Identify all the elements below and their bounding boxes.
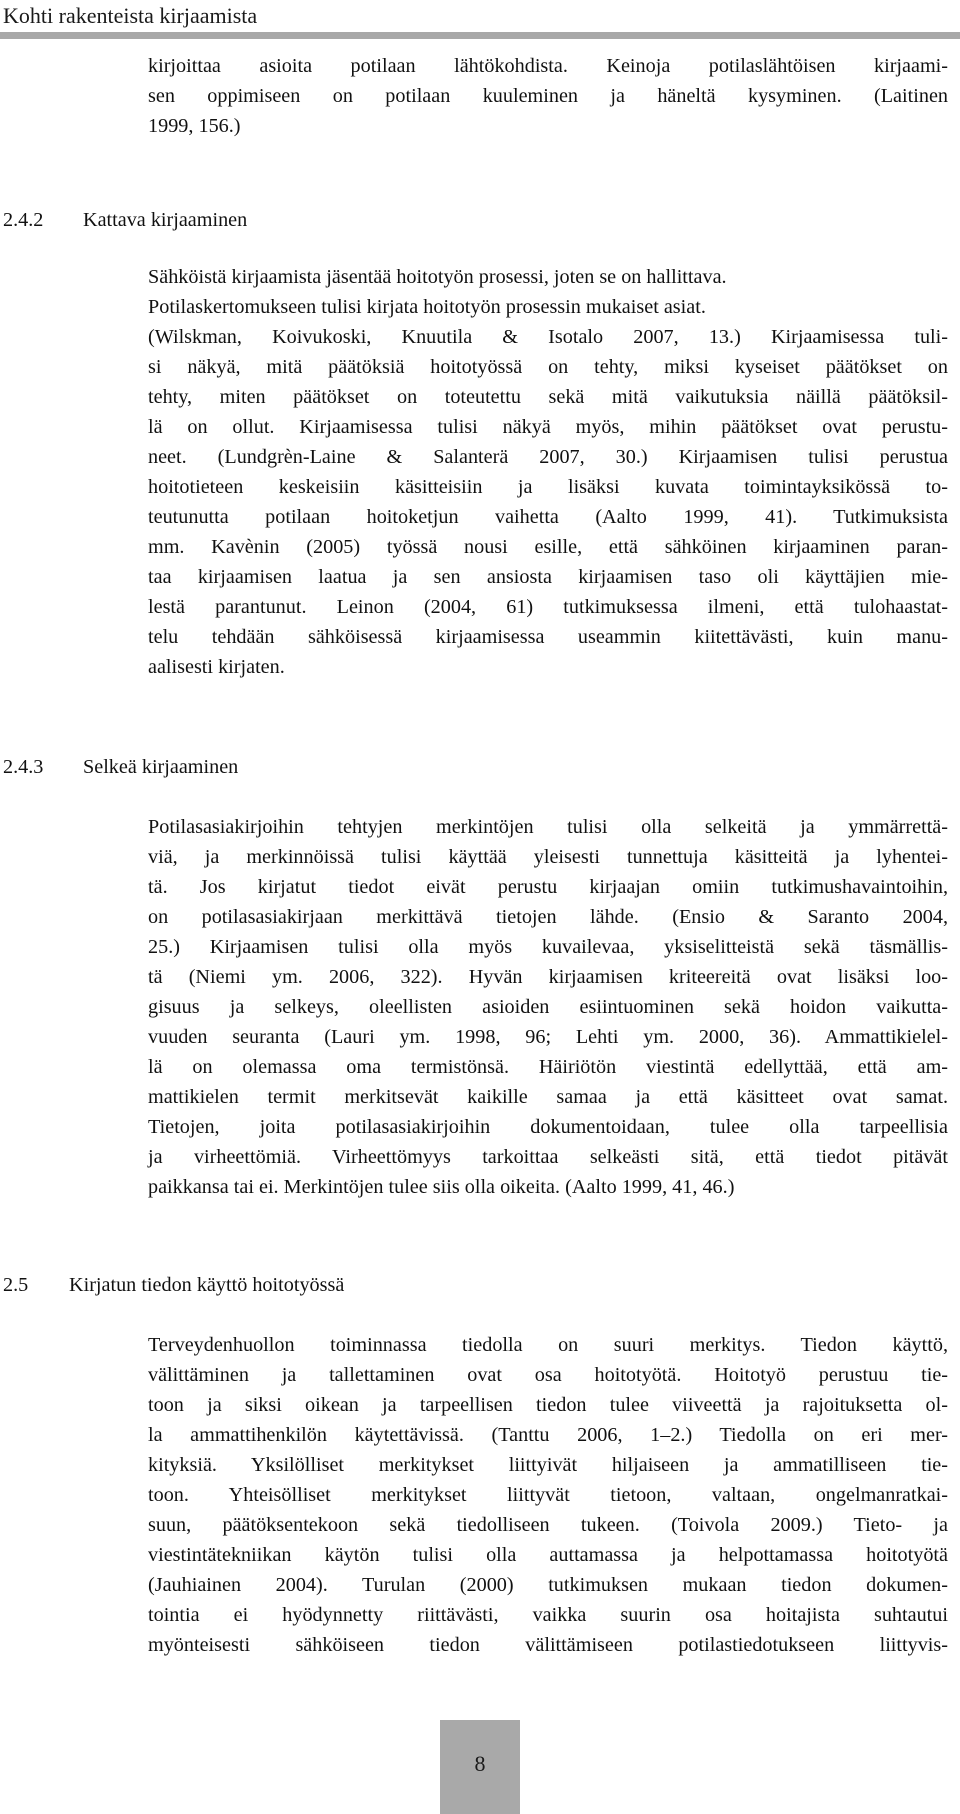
text-line: mattikielen termit merkitsevät kaikille samaa ja että käsitteet ovat samat. bbox=[148, 1086, 948, 1108]
text-line: on potilasasiakirjaan merkittävä tietojen lähde. (Ensio & Saranto 2004, bbox=[148, 906, 948, 928]
paragraph-kattava bbox=[148, 262, 948, 682]
paragraph-kirjatun-tiedon-kaytto bbox=[148, 1330, 948, 1660]
text-line: Potilasasiakirjoihin tehtyjen merkintöjen tulisi olla selkeitä ja ymmärrettä- bbox=[148, 816, 948, 838]
text-line: kirjoittaa asioita potilaan lähtökohdista. Keinoja potilaslähtöisen kirjaami- bbox=[148, 55, 948, 77]
text-line: paikkansa tai ei. Merkintöjen tulee siis olla oikeita. (Aalto 1999, 41, 46.) bbox=[148, 1176, 735, 1198]
text-line: teutunutta potilaan hoitoketjun vaihetta (Aalto 1999, 41). Tutkimuksista bbox=[148, 506, 948, 528]
text-line: Tietojen, joita potilasasiakirjoihin dokumentoidaan, tulee olla tarpeellisia bbox=[148, 1116, 948, 1138]
text-line: myönteisesti sähköiseen tiedon välittämiseen potilastiedotukseen liittyvis- bbox=[148, 1634, 948, 1656]
section-title: Kirjatun tiedon käyttö hoitotyössä bbox=[69, 1274, 345, 1296]
text-line: Potilaskertomukseen tulisi kirjata hoitotyön prosessin mukaiset asiat. bbox=[148, 296, 706, 318]
page-number: 8 bbox=[474, 1751, 486, 1776]
text-line: la ammattihenkilön käytettävissä. (Tanttu 2006, 1–2.) Tiedolla on eri mer- bbox=[148, 1424, 948, 1446]
text-line: telu tehdään sähköisessä kirjaamisessa useammin kiitettävästi, kuin manu- bbox=[148, 626, 948, 648]
text-line: 1999, 156.) bbox=[148, 115, 241, 137]
text-line: ja virheettömiä. Virheettömyys tarkoittaa selkeästi sitä, että tiedot pitävät bbox=[148, 1146, 948, 1168]
text-line: tä. Jos kirjatut tiedot eivät perustu kirjaajan omiin tutkimushavaintoihin, bbox=[148, 876, 948, 898]
text-line: si näkyä, mitä päätöksiä hoitotyössä on tehty, miksi kyseiset päätökset on bbox=[148, 356, 948, 378]
text-line: tehty, miten päätökset on toteutettu sekä mitä vaikutuksia näillä päätöksil- bbox=[148, 386, 948, 408]
text-line: tointia ei hyödynnetty riittävästi, vaikka suurin osa hoitajista suhtautui bbox=[148, 1604, 948, 1626]
text-line: toon ja siksi oikean ja tarpeellisen tiedon tulee viiveettä ja rajoituksetta ol- bbox=[148, 1394, 948, 1416]
text-line: Sähköistä kirjaamista jäsentää hoitotyön prosessi, joten se on hallittava. bbox=[148, 266, 727, 288]
text-line: vuuden seuranta (Lauri ym. 1998, 96; Lehti ym. 2000, 36). Ammattikielel- bbox=[148, 1026, 948, 1048]
text-line: (Jauhiainen 2004). Turulan (2000) tutkimuksen mukaan tiedon dokumen- bbox=[148, 1574, 948, 1596]
text-line: 25.) Kirjaamisen tulisi olla myös kuvailevaa, yksiselitteistä sekä täsmällis- bbox=[148, 936, 948, 958]
section-title: Selkeä kirjaaminen bbox=[83, 756, 239, 778]
section-number: 2.4.3 bbox=[3, 756, 44, 778]
text-line: suun, päätöksentekoon sekä tiedolliseen tukeen. (Toivola 2009.) Tieto- ja bbox=[148, 1514, 948, 1536]
text-line: aalisesti kirjaten. bbox=[148, 656, 285, 678]
text-line: sen oppimiseen on potilaan kuuleminen ja häneltä kysyminen. (Laitinen bbox=[148, 85, 948, 107]
text-line: viä, ja merkinnöissä tulisi käyttää yleisesti tunnettuja käsitteitä ja lyhentei- bbox=[148, 846, 948, 868]
text-line: taa kirjaamisen laatua ja sen ansiosta kirjaamisen taso oli käyttäjien mie- bbox=[148, 566, 948, 588]
text-line: Terveydenhuollon toiminnassa tiedolla on suuri merkitys. Tiedon käyttö, bbox=[148, 1334, 948, 1356]
running-header-title: Kohti rakenteista kirjaamista bbox=[3, 3, 258, 28]
paragraph-intro bbox=[148, 51, 948, 141]
text-line: toon. Yhteisölliset merkitykset liittyvät tietoon, valtaan, ongelmanratkai- bbox=[148, 1484, 948, 1506]
text-line: (Wilskman, Koivukoski, Knuutila & Isotalo 2007, 13.) Kirjaamisessa tuli- bbox=[148, 326, 948, 348]
page-number-box bbox=[440, 1720, 520, 1814]
running-header bbox=[0, 0, 960, 40]
text-line: lestä parantunut. Leinon (2004, 61) tutkimuksessa ilmeni, että tulohaastat- bbox=[148, 596, 948, 618]
section-number: 2.4.2 bbox=[3, 209, 44, 231]
text-line: gisuus ja selkeys, oleellisten asioiden esiintuominen sekä hoidon vaikutta- bbox=[148, 996, 948, 1018]
text-line: mm. Kavènin (2005) työssä nousi esille, että sähköinen kirjaaminen paran- bbox=[148, 536, 948, 558]
text-line: tä (Niemi ym. 2006, 322). Hyvän kirjaamisen kriteereitä ovat lisäksi loo- bbox=[148, 966, 948, 988]
text-line: hoitotieteen keskeisiin käsitteisiin ja lisäksi kuvata toimintayksikössä to- bbox=[148, 476, 948, 498]
text-line: viestintätekniikan käytön tulisi olla auttamassa ja helpottamassa hoitotyötä bbox=[148, 1544, 948, 1566]
section-title: Kattava kirjaaminen bbox=[83, 209, 248, 231]
text-line: kityksiä. Yksilölliset merkitykset liittyivät hiljaiseen ja ammatilliseen tie- bbox=[148, 1454, 948, 1476]
text-line: välittäminen ja tallettaminen ovat osa hoitotyötä. Hoitotyö perustuu tie- bbox=[148, 1364, 948, 1386]
text-line: lä on ollut. Kirjaamisessa tulisi näkyä myös, mihin päätökset ovat perustu- bbox=[148, 416, 948, 438]
header-rule bbox=[0, 32, 960, 39]
section-number: 2.5 bbox=[3, 1274, 29, 1296]
text-line: lä on olemassa oma termistönsä. Häiriötön viestintä edellyttää, että am- bbox=[148, 1056, 948, 1078]
text-line: neet. (Lundgrèn-Laine & Salanterä 2007, 30.) Kirjaamisen tulisi perustua bbox=[148, 446, 948, 468]
paragraph-selkea bbox=[148, 812, 948, 1202]
